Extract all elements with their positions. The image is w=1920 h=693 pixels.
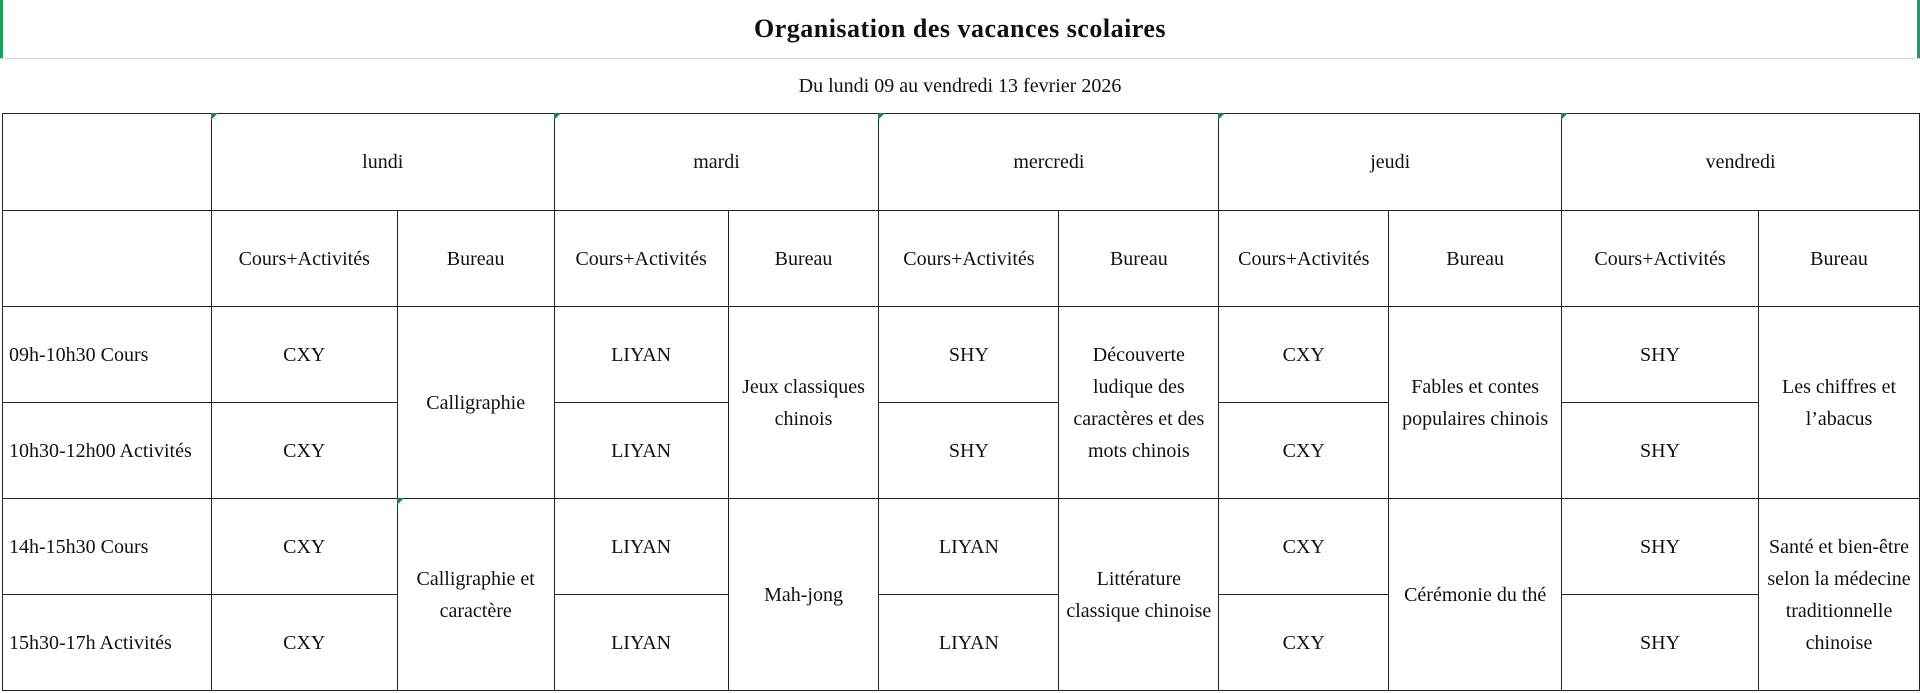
bureau-cell[interactable]: Fables et contes populaires chinois	[1389, 307, 1562, 499]
time-slot-label[interactable]: 09h-10h30 Cours	[3, 307, 212, 403]
time-slot-label[interactable]: 15h30-17h Activités	[3, 595, 212, 691]
cours-cell[interactable]: LIYAN	[879, 499, 1059, 595]
bureau-cell[interactable]: Cérémonie du thé	[1389, 499, 1562, 691]
cours-cell[interactable]: LIYAN	[879, 595, 1059, 691]
schedule-table	[2, 113, 1920, 691]
bureau-text: Calligraphie et caractère	[416, 567, 535, 622]
comment-marker	[1561, 113, 1568, 120]
slot-row-4	[3, 595, 1920, 691]
sub-header-bureau-jeudi[interactable]: Bureau	[1389, 211, 1562, 307]
cours-cell[interactable]: SHY	[1562, 499, 1759, 595]
comment-marker	[554, 113, 561, 120]
empty-label-cell[interactable]	[3, 211, 212, 307]
cours-cell[interactable]: CXY	[211, 595, 397, 691]
day-label: jeudi	[1370, 151, 1411, 173]
day-header-row	[3, 114, 1920, 211]
time-slot-label[interactable]: 10h30-12h00 Activités	[3, 403, 212, 499]
bureau-cell[interactable]: Découverte ludique des caractères et des mots chinois	[1059, 307, 1219, 499]
sub-header-bureau-mercredi[interactable]: Bureau	[1059, 211, 1219, 307]
bureau-cell[interactable]	[397, 499, 554, 691]
comment-marker	[878, 113, 885, 120]
comment-marker	[211, 113, 218, 120]
day-header-vendredi[interactable]	[1562, 114, 1920, 211]
cours-cell[interactable]: CXY	[1219, 499, 1389, 595]
sub-header-row	[3, 211, 1920, 307]
cours-cell[interactable]: LIYAN	[554, 595, 728, 691]
sub-header-bureau-vendredi[interactable]: Bureau	[1759, 211, 1920, 307]
bureau-cell[interactable]: Jeux classiques chinois	[728, 307, 879, 499]
bureau-cell[interactable]: Les chiffres et l’abacus	[1759, 307, 1920, 499]
cours-cell[interactable]: SHY	[879, 307, 1059, 403]
cours-cell[interactable]: CXY	[211, 499, 397, 595]
day-label: mardi	[693, 151, 740, 173]
sub-header-cours-mardi[interactable]: Cours+Activités	[554, 211, 728, 307]
bureau-cell[interactable]: Santé et bien-être selon la médecine traditionnelle chinoise	[1759, 499, 1920, 691]
cours-cell[interactable]: LIYAN	[554, 307, 728, 403]
sub-header-cours-jeudi[interactable]: Cours+Activités	[1219, 211, 1389, 307]
day-label: lundi	[362, 151, 404, 173]
time-slot-label[interactable]: 14h-15h30 Cours	[3, 499, 212, 595]
slot-row-2	[3, 403, 1920, 499]
cours-cell[interactable]: SHY	[879, 403, 1059, 499]
day-header-mardi[interactable]	[554, 114, 879, 211]
sub-header-cours-lundi[interactable]: Cours+Activités	[211, 211, 397, 307]
cours-cell[interactable]: SHY	[1562, 595, 1759, 691]
sheet-subtitle[interactable]: Du lundi 09 au vendredi 13 fevrier 2026	[798, 74, 1122, 97]
cours-cell[interactable]: LIYAN	[554, 499, 728, 595]
cours-cell[interactable]: CXY	[1219, 595, 1389, 691]
bureau-cell[interactable]: Littérature classique chinoise	[1059, 499, 1219, 691]
cours-cell[interactable]: CXY	[211, 307, 397, 403]
sheet-title[interactable]: Organisation des vacances scolaires	[0, 0, 1920, 59]
sub-header-cours-mercredi[interactable]: Cours+Activités	[879, 211, 1059, 307]
cours-cell[interactable]: LIYAN	[554, 403, 728, 499]
comment-marker	[1218, 113, 1225, 120]
sub-header-bureau-lundi[interactable]: Bureau	[397, 211, 554, 307]
slot-row-1	[3, 307, 1920, 403]
day-label: mercredi	[1013, 151, 1085, 173]
slot-row-3	[3, 499, 1920, 595]
cours-cell[interactable]: CXY	[211, 403, 397, 499]
cours-cell[interactable]: CXY	[1219, 403, 1389, 499]
day-label: vendredi	[1705, 151, 1776, 173]
bureau-cell[interactable]: Mah-jong	[728, 499, 879, 691]
comment-marker	[397, 498, 404, 505]
cours-cell[interactable]: SHY	[1562, 403, 1759, 499]
day-header-jeudi[interactable]	[1219, 114, 1562, 211]
sub-header-bureau-mardi[interactable]: Bureau	[728, 211, 879, 307]
day-header-lundi[interactable]	[211, 114, 554, 211]
bureau-cell[interactable]: Calligraphie	[397, 307, 554, 499]
cours-cell[interactable]: CXY	[1219, 307, 1389, 403]
empty-corner-cell[interactable]	[3, 114, 212, 211]
cours-cell[interactable]: SHY	[1562, 307, 1759, 403]
sub-header-cours-vendredi[interactable]: Cours+Activités	[1562, 211, 1759, 307]
day-header-mercredi[interactable]	[879, 114, 1219, 211]
